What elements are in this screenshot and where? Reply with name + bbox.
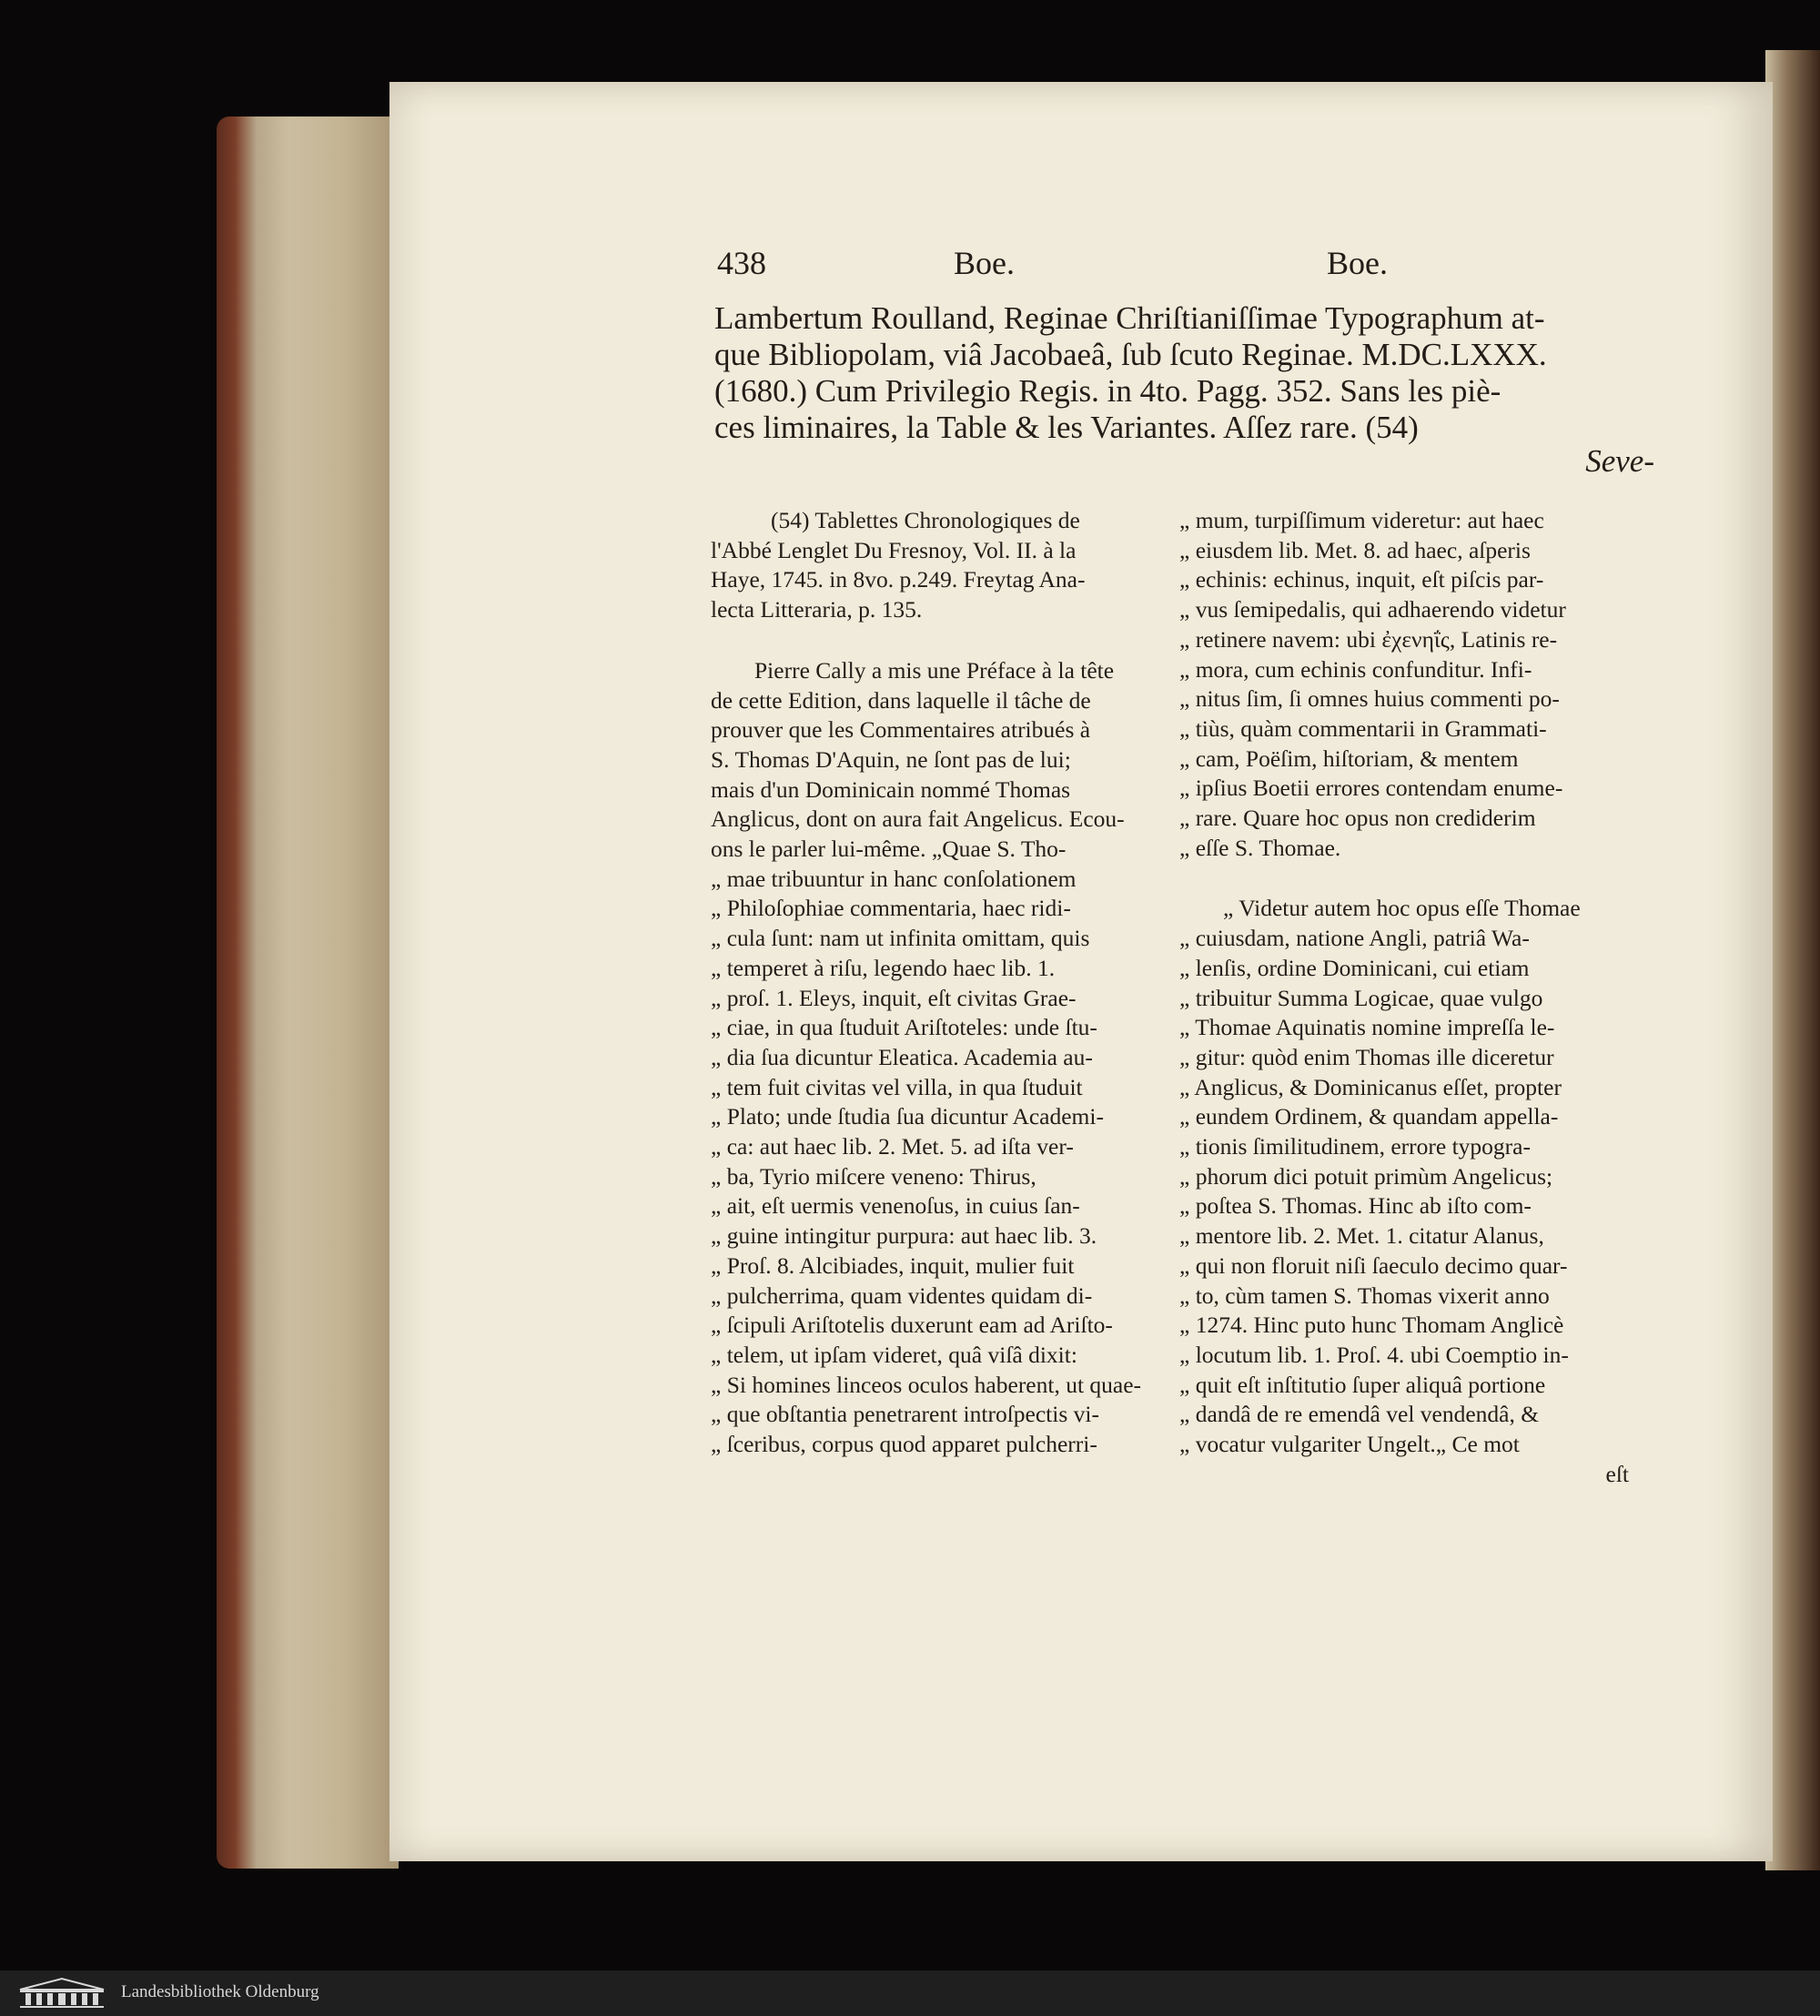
- text-line: „ proſ. 1. Eleys, inquit, eſt civitas Grae-: [711, 984, 1077, 1011]
- text-line: „ mentore lib. 2. Met. 1. citatur Alanus,: [1179, 1222, 1544, 1250]
- right-column: [1179, 506, 1629, 1490]
- text-line: „ ca: aut haec lib. 2. Met. 5. ad iſta ver-: [711, 1133, 1074, 1160]
- text-line: „ tribuitur Summa Logicae, quae vulgo: [1179, 984, 1543, 1011]
- catchword-bottom: eſt: [1605, 1460, 1629, 1487]
- catchword-top: Seve-: [1585, 443, 1654, 479]
- text-line: „ lenſis, ordine Dominicani, cui etiam: [1179, 954, 1530, 981]
- footnote-line: lecta Litteraria, p. 135.: [711, 596, 923, 623]
- text-line: „ dandâ de re emendâ vel vendendâ, &: [1179, 1401, 1540, 1428]
- text-line: „ phorum dici potuit primùm Angelicus;: [1179, 1162, 1553, 1190]
- text-line: „ to, cùm tamen S. Thomas vixerit anno: [1179, 1282, 1550, 1309]
- text-line: „ cam, Poëſim, hiſtoriam, & mentem: [1179, 745, 1519, 772]
- text-line: prouver que les Commentaires atribués à: [711, 716, 1091, 744]
- text-line: „ cula ſunt: nam ut infinita omittam, quis: [711, 925, 1090, 952]
- text-line: „ ba, Tyrio miſcere veneno: Thirus,: [711, 1162, 1036, 1190]
- footnote-line: (54) Tablettes Chronologiques de: [771, 507, 1080, 533]
- text-line: „ Proſ. 8. Alcibiades, inquit, mulier fuit: [711, 1251, 1075, 1279]
- text-line: „ dia ſua dicuntur Eleatica. Academia au-: [711, 1043, 1093, 1070]
- text-line: „ ciae, in qua ſtuduit Ariſtoteles: unde ſtu-: [711, 1014, 1097, 1041]
- text-line: „ Anglicus, & Dominicanus eſſet, propter: [1179, 1073, 1562, 1100]
- text-line: „ que obſtantia penetrarent introſpectis vi-: [711, 1401, 1099, 1428]
- text-line: „ eundem Ordinem, & quandam appella-: [1179, 1103, 1559, 1130]
- text-line: (1680.) Cum Privilegio Regis. in 4to. Pagg. 352. Sans les piè-: [714, 373, 1502, 409]
- text-line: „ Videtur autem hoc opus eſſe Thomae: [1223, 895, 1581, 922]
- text-line: „ qui non floruit niſi ſaeculo decimo quar-: [1179, 1251, 1568, 1279]
- book-page-stack-left: [217, 117, 399, 1869]
- text-line: „ Plato; unde ſtudia ſua dicuntur Academi-: [711, 1103, 1104, 1130]
- text-line: „ vocatur vulgariter Ungelt.„ Ce mot: [1179, 1431, 1520, 1458]
- text-line: „ retinere navem: ubi ἐχενηΐς, Latinis re-: [1179, 625, 1558, 653]
- text-line: „ Si homines linceos oculos haberent, ut quae-: [711, 1371, 1142, 1398]
- text-line: „ quit eſt inſtitutio ſuper aliquâ portione: [1179, 1371, 1546, 1398]
- text-line: „ Philoſophiae commentaria, haec ridi-: [711, 895, 1071, 922]
- text-line: „ tionis ſimilitudinem, errore typogra-: [1179, 1133, 1531, 1160]
- text-line: Anglicus, dont on aura fait Angelicus. Ecou-: [711, 805, 1125, 833]
- text-line: „ locutum lib. 1. Proſ. 4. ubi Coemptio in-: [1179, 1341, 1569, 1368]
- text-line: „ rare. Quare hoc opus non crediderim: [1179, 805, 1536, 832]
- text-line: „ poſtea S. Thomas. Hinc ab iſto com-: [1179, 1192, 1532, 1220]
- text-line: „ ait, eſt uermis venenoſus, in cuius ſan-: [711, 1192, 1080, 1220]
- text-line: „ mae tribuuntur in hanc conſolationem: [711, 865, 1077, 892]
- library-name: Landesbibliothek Oldenburg: [121, 1982, 319, 2001]
- text-line: ces liminaires, la Table & les Variantes. Aſſez rare. (54): [714, 410, 1419, 445]
- text-line: „ ſcipuli Ariſtotelis duxerunt eam ad Ariſto-: [711, 1312, 1113, 1339]
- paragraph-gap: [1179, 863, 1629, 894]
- footnote-line: l'Abbé Lenglet Du Fresnoy, Vol. II. à la: [711, 536, 1077, 563]
- text-line: „ tem fuit civitas vel villa, in qua ſtuduit: [711, 1073, 1083, 1100]
- text-line: „ ipſius Boetii errores contendam enume-: [1179, 775, 1563, 802]
- text-line: Lambertum Roulland, Reginae Chriſtianiſſimae Typographum at-: [714, 300, 1545, 336]
- running-head-left: Boe.: [954, 245, 1015, 281]
- text-line: „ temperet à riſu, legendo haec lib. 1.: [711, 954, 1056, 981]
- viewer-footer: [0, 1970, 1820, 2016]
- text-line: „ eſſe S. Thomae.: [1179, 834, 1341, 861]
- text-line: de cette Edition, dans laquelle il tâche de: [711, 686, 1091, 714]
- text-line: ons le parler lui-même. „Quae S. Tho-: [711, 836, 1067, 863]
- text-line: „ cuiusdam, natione Angli, patriâ Wa-: [1179, 925, 1530, 952]
- library-building-icon: [16, 1977, 107, 2010]
- text-line: „ mum, turpiſſimum videretur: aut haec: [1179, 507, 1544, 533]
- footnote-line: Haye, 1745. in 8vo. p.249. Freytag Ana-: [711, 566, 1086, 593]
- text-line: „ pulcherrima, quam videntes quidam di-: [711, 1282, 1093, 1309]
- text-line: „ gitur: quòd enim Thomas ille diceretur: [1179, 1043, 1554, 1070]
- top-paragraph: [714, 300, 1643, 446]
- text-line: „ guine intingitur purpura: aut haec lib. 3.: [711, 1222, 1097, 1250]
- text-line: Pierre Cally a mis une Préface à la tête: [754, 656, 1115, 684]
- text-line: „ Thomae Aquinatis nomine impreſſa le-: [1179, 1014, 1555, 1041]
- text-line: S. Thomas D'Aquin, ne ſont pas de lui;: [711, 745, 1071, 773]
- running-head-right: Boe.: [1327, 245, 1388, 281]
- text-line: „ 1274. Hinc puto hunc Thomam Anglicè: [1179, 1312, 1564, 1339]
- text-line: „ telem, ut ipſam videret, quâ viſâ dixit:: [711, 1341, 1077, 1368]
- text-line: „ echinis: echinus, inquit, eſt piſcis par-: [1179, 566, 1544, 593]
- text-line: mais d'un Dominicain nommé Thomas: [711, 775, 1071, 803]
- text-line: „ vus ſemipedalis, qui adhaerendo videtur: [1179, 596, 1566, 623]
- text-line: „ nitus ſim, ſi omnes huius commenti po-: [1179, 685, 1560, 713]
- page-number: 438: [717, 245, 766, 281]
- text-line: „ tiùs, quàm commentarii in Grammati-: [1179, 714, 1547, 742]
- text-line: „ mora, cum echinis confunditur. Infi-: [1179, 655, 1532, 683]
- paragraph-gap: [711, 625, 1158, 656]
- book-cover-right: [1765, 50, 1820, 1870]
- text-line: „ ſceribus, corpus quod apparet pulcherri-: [711, 1431, 1097, 1458]
- left-column: [711, 506, 1158, 1460]
- text-line: que Bibliopolam, viâ Jacobaeâ, ſub ſcuto Reginae. M.DC.LXXX.: [714, 337, 1547, 372]
- text-line: „ eiusdem lib. Met. 8. ad haec, aſperis: [1179, 536, 1531, 563]
